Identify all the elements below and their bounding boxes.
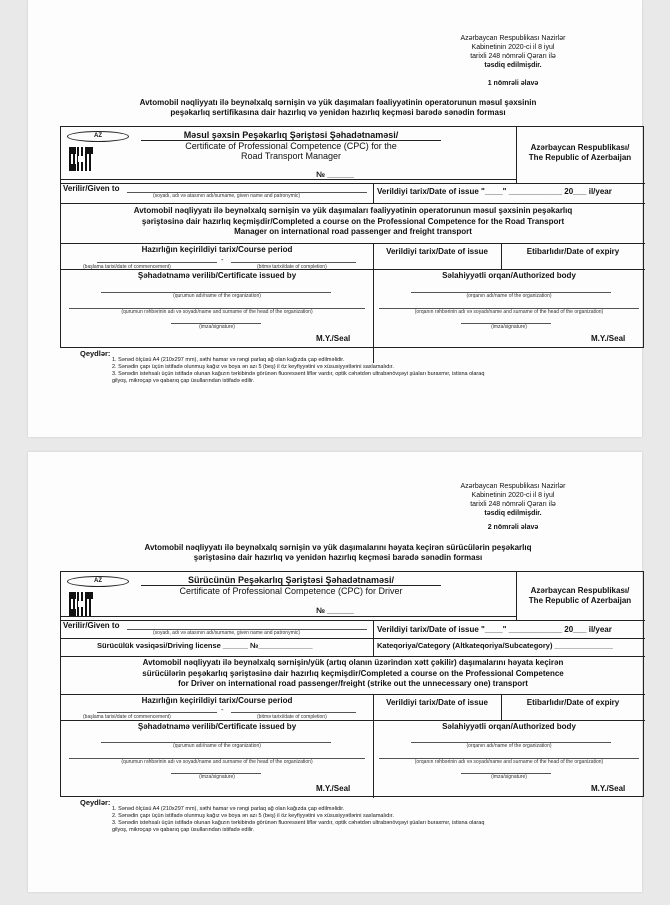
certificate-title-en: Road Transport Manager (240, 151, 342, 161)
notes-section (80, 799, 640, 834)
form-title (88, 98, 588, 118)
republic-label (516, 586, 644, 606)
certificate-title-en: Certificate of Professional Competence (CPC) for Driver (179, 585, 403, 596)
date-of-issue-label: Verildiyi tarix/Date of issue (386, 247, 488, 256)
notes-section (80, 350, 640, 385)
approval-line: Kabinetinin 2020-ci il 8 iyul (471, 492, 555, 499)
certificate-title-en: Certificate of Professional Competence (CPC) for the (185, 140, 397, 151)
signature-hint: (imza/signature) (491, 324, 527, 330)
given-to-hint: (soyadı, adı və atasının adı/surname, given name and patronymic) (153, 193, 301, 199)
certificate-issued-by-label: Şəhadətnamə verilib/Certificate issued by (137, 271, 297, 280)
given-to-hint: (soyadı, adı və atasının adı/surname, given name and patronymic) (153, 630, 301, 636)
republic-az: Azərbaycan Respublikası/ (530, 143, 630, 152)
certificate-title (141, 130, 441, 162)
form-title-line: Avtomobil nəqliyyatı ilə beynəlxalq sərnişin və yük daşımalarını həyata keçirən sürücülərin peşəkarlıq (144, 543, 532, 552)
notes-title: Qeydlər: (80, 349, 111, 358)
note-item: gilyoş, mikroçap və qabarıq çap üsullarından istifadə edilir. (112, 378, 255, 384)
course-end-hint: (bitmə tarixi/date of completion) (257, 264, 327, 270)
approval-line: Azərbaycan Respublikası Nazirlər (460, 483, 566, 490)
az-badge: AZ (67, 131, 129, 142)
note-item: gilyoş, mikroçap və qabarıq çap üsullarından istifadə edilir. (112, 827, 255, 833)
org-head-hint: (qurumun rəhbərinin adı və soyadı/name and surname of the head of the organization) (121, 309, 313, 315)
body-head-hint: (orqanın rəhbərinin adı və soyadı/name and surname of the head of the organization) (414, 759, 604, 765)
statement-line: Avtomobil nəqliyyatı ilə beynəlxalq sərnişin/yük (artıq olanın üzərindən xətt çəkilir) daşımalarını həyata keçirən (142, 658, 564, 667)
appendix-number: 2 nömrəli əlavə (487, 524, 539, 531)
authorized-body-label: Səlahiyyətli orqan/Authorized body (442, 271, 576, 280)
approval-line: təsdiq edilmişdir. (484, 62, 542, 69)
seal-label: M.Y./Seal (591, 784, 626, 793)
signature-hint: (imza/signature) (491, 774, 527, 780)
certificate-title-az: Məsul şəxsin Peşəkarlıq Şəriştəsi Şəhadətnaməsi/ (183, 130, 399, 140)
course-start-hint: (başlama tarixi/date of commencement) (83, 714, 171, 720)
approval-line: tarixli 248 nömrəli Qərarı ilə (470, 501, 556, 508)
seal-label: M.Y./Seal (591, 334, 626, 343)
note-item: 2. Sənədin çapı üçün istifadə olunmuş kağız və boya ən azı 5 (beş) il öz keyfiyyətini və xüsusiyyətlərini saxlamalıdır. (112, 813, 394, 819)
course-period-label: Hazırlığın keçirildiyi tarix/Course period (141, 696, 293, 705)
approval-header (438, 34, 588, 70)
course-statement (65, 658, 641, 690)
org-name-hint: (qurumun adı/name of the organization) (173, 743, 261, 749)
course-statement (65, 206, 641, 238)
org-head-hint: (qurumun rəhbərinin adı və soyadı/name and surname of the head of the organization) (121, 759, 313, 765)
certificate-number: № ______ (316, 170, 354, 179)
qr-code-icon (69, 147, 93, 171)
form-title-line: şəriştəsinə dair hazırlıq və yenidən hazırlıq keçməsi barədə sənədin forması (193, 553, 483, 562)
form-title-line: peşəkarlıq sertifikasına dair hazırlıq və yenidən hazırlıq keçməsi barədə sənədin forması (170, 108, 506, 117)
statement-line: şəriştəsinə dair hazırlıq keçmişdir/Completed a course on the Professional Competence for the Road Transport (141, 216, 565, 226)
seal-label: M.Y./Seal (316, 334, 351, 343)
body-name-hint: (orqanın adı/name of the organization) (466, 743, 552, 749)
signature-hint: (imza/signature) (199, 774, 235, 780)
approval-header (438, 482, 588, 518)
category-field: Kateqoriya/Category (Altkateqoriya/Subcategory) ______________ (377, 641, 613, 650)
republic-label (516, 143, 644, 163)
authorized-body-label: Səlahiyyətli orqan/Authorized body (442, 722, 576, 731)
statement-line: Manager on international road passenger and freight transport (234, 227, 472, 236)
date-of-expiry-label: Etibarlıdır/Date of expiry (526, 247, 620, 256)
certificate-form: AZ Sürücünün Peşəkarlıq Şəriştəsi Şəhadətnaməsi/ Certificate of Professional Competence (CPC) for Driver № ______ Azərbaycan Respublikası/ The Republic of Azerbaijan Verilir/Given to (soyadı, adı və atasının adı/surname, given name and patronymic) Verildiyi tarix/Date of issue "____" ____________ 20___ il/year Sürücülük vəsiqəsi/Driving license ______ №_____________ Kateqoriya/Category (Altkateqoriya/Subcategory) ______________ Avtomobil nəqliyyatı ilə beynəlxalq sərnişin/yük (artıq olanın üzərindən xətt çəkilir) daşımalarını həyata keçirən sürücülərin peşəkarlıq şəriştəsinə dair hazırlıq keçmişdir/Completed a course on the Professional Competence for Driver on international road passenger/freight (strike out the unnecessary one) transport Hazırlığın keçirildiyi tarix/Course period - (başlama tarixi/date of commencement) (bitmə tarixi/date of completion) Verildiyi tarix/Date of issue Etibarlıdır/Date of expiry Şəhadətnamə verilib/Certificate issued by Səlahiyyətli orqan/Authorized body (qurumun adı/name of the organization) (orqanın adı/name of the organization) (qurumun rəhbərinin adı və soyadı/name and surname of the head of the organization) (orqanın rəhbərinin adı və soyadı/name and surname of the head of the organization) (imza/signature) (imza/signature) M.Y./Seal M.Y./Seal (60, 571, 644, 797)
appendix-number: 1 nömrəli əlavə (487, 80, 539, 87)
issue-date-field: Verildiyi tarix/Date of issue "____" ____________ 20___ il/year (377, 625, 612, 634)
document-page-2 (28, 452, 642, 892)
given-to-label: Verilir/Given to (63, 621, 120, 630)
driving-license-field: Sürücülük vəsiqəsi/Driving license ______ №_____________ (97, 641, 313, 650)
az-badge: AZ (67, 576, 129, 587)
certificate-form: AZ Məsul şəxsin Peşəkarlıq Şəriştəsi Şəhadətnaməsi/ Certificate of Professional Competence (CPC) for the Road Transport Manager № ______ Azərbaycan Respublikası/ The Republic of Azerbaijan Verilir/Given to (soyadı, adı və atasının adı/surname, given name and patronymic) Verildiyi tarix/Date of issue "____" ____________ 20___ il/year Avtomobil nəqliyyatı ilə beynəlxalq sərnişin və yük daşımaları fəaliyyətinin operatorunun məsul şəxsinin peşəkarlıq şəriştəsinə dair hazırlıq keçmişdir/Completed a course on the Professional Competence for the Road Transport Manager on international road passenger and freight transport Hazırlığın keçirildiyi tarix/Course period - (başlama tarixi/date of commencement) (bitmə tarixi/date of completion) Verildiyi tarix/Date of issue Etibarlıdır/Date of expiry Şəhadətnamə verilib/Certificate issued by Səlahiyyətli orqan/Authorized body (qurumun adı/name of the organization) (orqanın adı/name of the organization) (qurumun rəhbərinin adı və soyadı/name and surname of the head of the organization) (orqanın rəhbərinin adı və soyadı/name and surname of the head of the organization) (imza/signature) (imza/signature) M.Y./Seal M.Y./Seal (60, 126, 644, 348)
qr-code-icon (69, 592, 93, 616)
statement-line: for Driver on international road passenger/freight (strike out the unnecessary one) transport (178, 679, 528, 688)
signature-hint: (imza/signature) (199, 324, 235, 330)
certificate-issued-by-label: Şəhadətnamə verilib/Certificate issued by (137, 722, 297, 731)
republic-en: The Republic of Azerbaijan (528, 153, 632, 162)
org-name-hint: (qurumun adı/name of the organization) (173, 293, 261, 299)
note-item: 3. Sənədin istehsalı üçün istifadə olunan kağızın tərkibində görünən fluoressent liflər vardır, optik cəhətdən ultrabənövşəyi şüaları buraxmır, istisna olaraq (112, 820, 485, 826)
note-item: 2. Sənədin çapı üçün istifadə olunmuş kağız və boya ən azı 5 (beş) il öz keyfiyyətini və xüsusiyyətlərini saxlamalıdır. (112, 364, 394, 370)
seal-label: M.Y./Seal (316, 784, 351, 793)
republic-az: Azərbaycan Respublikası/ (530, 586, 630, 595)
body-name-hint: (orqanın adı/name of the organization) (466, 293, 552, 299)
statement-line: sürücülərin peşəkarlıq şəriştəsinə dair hazırlıq keçmişdir/Completed a course on the Professional Competence (142, 668, 564, 678)
form-title-line: Avtomobil nəqliyyatı ilə beynəlxalq sərnişin və yük daşımaları fəaliyyətinin operatorunun məsul şəxsinin (139, 98, 537, 107)
course-start-hint: (başlama tarixi/date of commencement) (83, 264, 171, 270)
given-to-label: Verilir/Given to (63, 184, 120, 193)
note-item: 3. Sənədin istehsalı üçün istifadə olunan kağızın tərkibində görünən fluoressent liflər vardır, optik cəhətdən ultrabənövşəyi şüaları buraxmır, istisna olaraq (112, 371, 485, 377)
certificate-title-az: Sürücünün Peşəkarlıq Şəriştəsi Şəhadətnaməsi/ (187, 575, 395, 585)
body-head-hint: (orqanın rəhbərinin adı və soyadı/name and surname of the head of the organization) (414, 309, 604, 315)
note-item: 1. Sənəd ölçüsü A4 (210x297 mm), səthi hamar və rəngi parlaq ağ olan kağızda çap edilməlidir. (112, 806, 345, 812)
issue-date-field: Verildiyi tarix/Date of issue "____" ____________ 20___ il/year (377, 187, 612, 196)
certificate-number: № ______ (316, 606, 354, 615)
approval-line: təsdiq edilmişdir. (484, 510, 542, 517)
date-of-issue-label: Verildiyi tarix/Date of issue (386, 698, 488, 707)
approval-line: Azərbaycan Respublikası Nazirlər (460, 35, 566, 42)
approval-line: tarixli 248 nömrəli Qərarı ilə (470, 53, 556, 60)
notes-title: Qeydlər: (80, 798, 111, 807)
document-page-1 (28, 0, 642, 437)
statement-line: Avtomobil nəqliyyatı ilə beynəlxalq sərnişin və yük daşımaları fəaliyyətinin operatorunun məsul şəxsinin peşəkarlıq (133, 206, 573, 215)
course-period-label: Hazırlığın keçirildiyi tarix/Course period (141, 245, 293, 254)
republic-en: The Republic of Azerbaijan (528, 596, 632, 605)
note-item: 1. Sənəd ölçüsü A4 (210x297 mm), səthi hamar və rəngi parlaq ağ olan kağızda çap edilməlidir. (112, 357, 345, 363)
approval-line: Kabinetinin 2020-ci il 8 iyul (471, 44, 555, 51)
form-title (88, 543, 588, 563)
course-end-hint: (bitmə tarixi/date of completion) (257, 714, 327, 720)
date-of-expiry-label: Etibarlıdır/Date of expiry (526, 698, 620, 707)
